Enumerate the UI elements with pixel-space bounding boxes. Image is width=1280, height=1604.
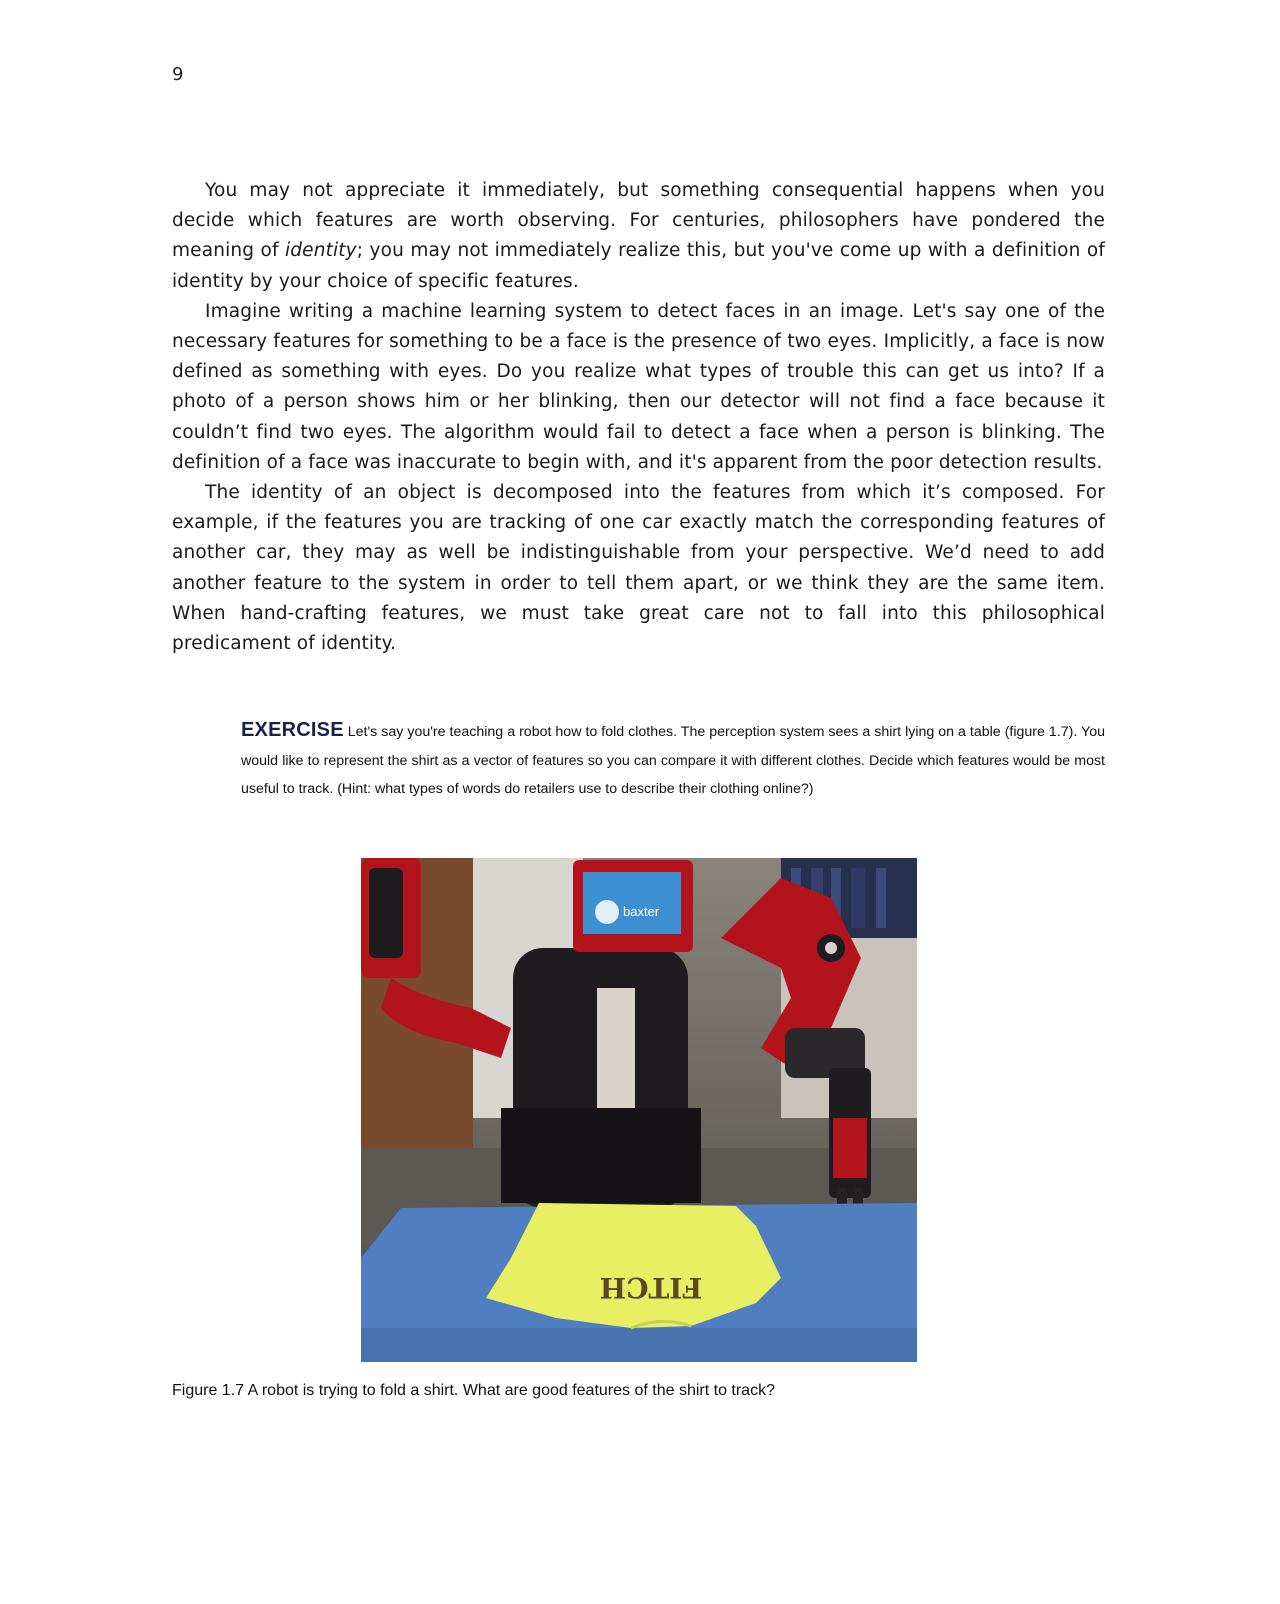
body-text bbox=[172, 176, 1105, 659]
robot-illustration bbox=[361, 858, 917, 1362]
paragraph-object-identity: The identity of an object is decomposed into the features from which it’s composed. For example, if the features you are tracking of one car exactly match the corresponding features of another car, they may as well be indistinguishable from your perspective. We’d need to add another feature to the system in order to tell them apart, or we think they are the same item. When hand-crafting features, we must take great care not to fall into this philosophical predicament of identity. bbox=[172, 482, 1105, 655]
shirt-text: FITCH bbox=[599, 1271, 703, 1304]
robot-pedestal bbox=[501, 1108, 701, 1203]
paragraph-identity-end: ; you may not immediately realize this, but you've come up with a definition of identity by your choice of specific features. bbox=[172, 240, 1105, 292]
screen-text: baxter bbox=[623, 904, 660, 919]
paragraph-identity-start: You may not appreciate it immediately, but something consequential happens when you decide which features are worth observing. For centuries, philosophers have pondered the meaning of bbox=[172, 180, 1105, 262]
exercise-box bbox=[241, 716, 1105, 804]
screen-logo-icon bbox=[595, 900, 619, 924]
figure-robot-photo bbox=[361, 858, 917, 1362]
robot-screen bbox=[583, 872, 681, 934]
yellow-shirt bbox=[486, 1203, 781, 1328]
exercise-label: EXERCISE bbox=[241, 719, 344, 741]
figure-caption: Figure 1.7 A robot is trying to fold a shirt. What are good features of the shirt to track? bbox=[172, 1382, 775, 1399]
identity-emphasis: identity bbox=[285, 240, 357, 262]
paragraph-face-detection: Imagine writing a machine learning system to detect faces in an image. Let's say one of the necessary features for something to be a face is the presence of two eyes. Implicitly, a face is now defined as something with eyes. Do you realize what types of trouble this can get us into? If a photo of a person shows him or her blinking, then our detector will not find a face because it couldn’t find two eyes. The algorithm would fail to detect a face when a person is blinking. The definition of a face was inaccurate to begin with, and it's apparent from the poor detection results. bbox=[172, 300, 1105, 473]
exercise-text: Let's say you're teaching a robot how to fold clothes. The perception system sees a shirt lying on a table (figure 1.7). You would like to represent the shirt as a vector of features so you can compare it with different clothes. Decide which features would be most useful to track. (Hint: what types of words do retailers use to describe their clothing online?) bbox=[241, 724, 1105, 798]
paragraph-identity bbox=[172, 176, 1105, 297]
page-number: 9 bbox=[172, 64, 184, 85]
